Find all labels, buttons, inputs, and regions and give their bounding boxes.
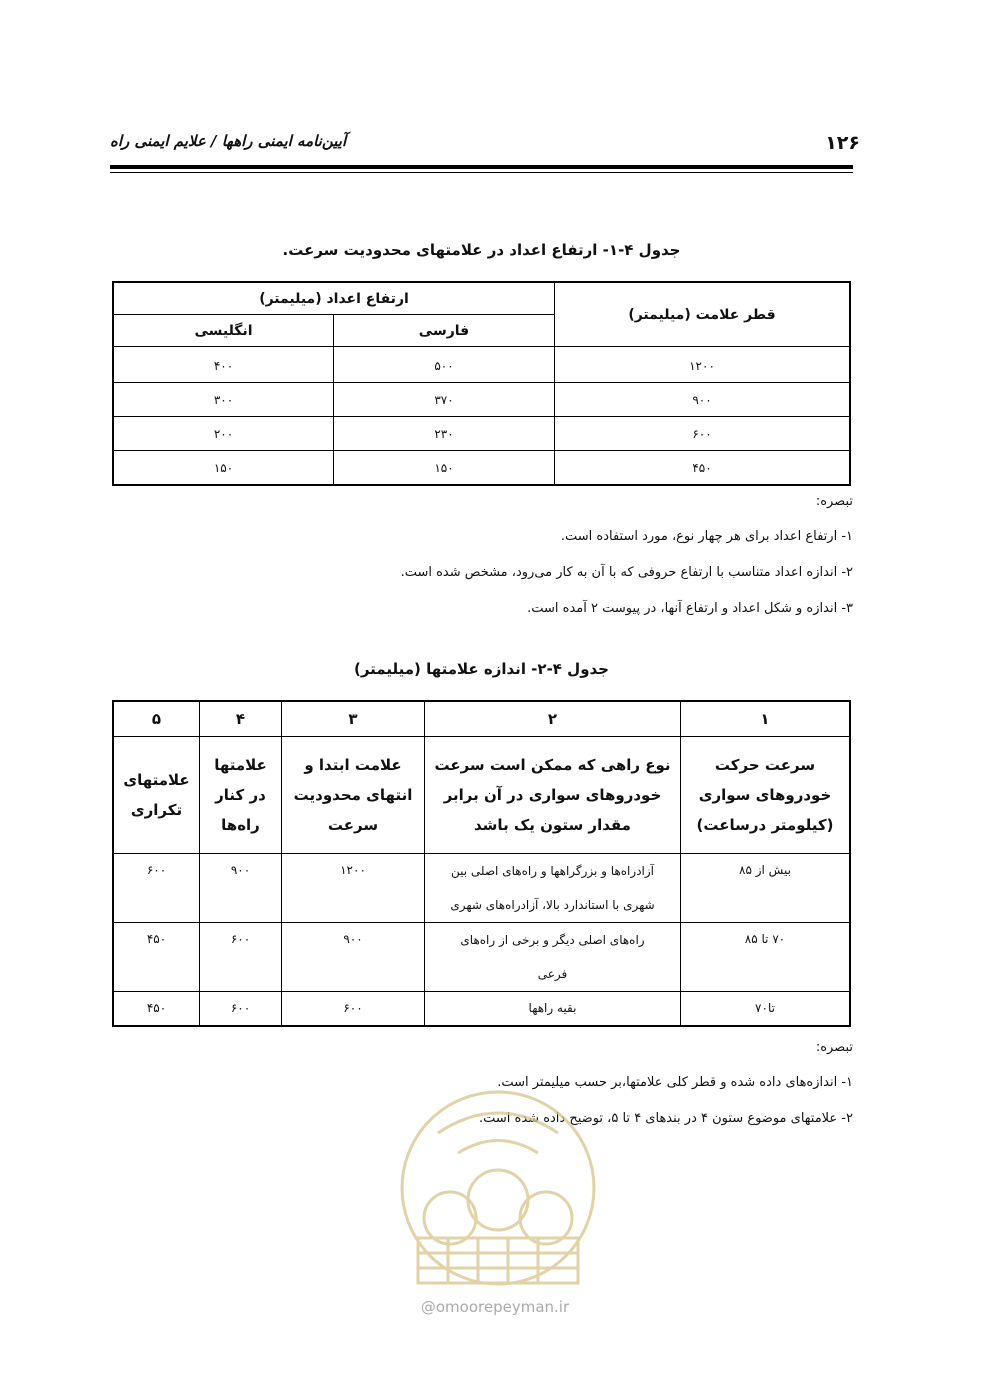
table2-colnum-4: ۴ [200, 701, 282, 737]
table2-header-line: سرعت [327, 816, 379, 834]
notes1-title: تبصره: [815, 494, 853, 509]
table2-cell-repeated: ۴۵۰ [113, 992, 200, 1027]
table2-cell-repeated: ۴۵۰ [113, 923, 200, 992]
table2-header-line: راه‌ها [221, 816, 260, 834]
table2-cell-roadside: ۶۰۰ [200, 923, 282, 992]
table2-cell-start-end: ۶۰۰ [282, 992, 425, 1027]
watermark-url: @omoorepeyman.ir [420, 1298, 570, 1316]
table2-colnum-3: ۳ [282, 701, 425, 737]
table-row [113, 451, 850, 486]
table1-cell-english: ۴۰۰ [113, 347, 334, 383]
table2-header-line: نوع راهی که ممکن است سرعت [434, 756, 671, 774]
notes2-title: تبصره: [815, 1040, 853, 1055]
page-number: ۱۲۶ [825, 132, 860, 154]
table1-cell-diameter: ۴۵۰ [555, 451, 851, 486]
table2-cell-line: شهری با استاندارد بالا، آزادراه‌های شهری [450, 898, 655, 912]
table1-cell-persian: ۵۰۰ [334, 347, 555, 383]
header-rule [110, 165, 853, 169]
table2-header-line: مقدار ستون یک باشد [474, 816, 631, 834]
table2-colnum-5: ۵ [113, 701, 200, 737]
note-item: ۲- علامتهای موضوع ستون ۴ در بندهای ۴ تا ۵، توضیح داده شده است. [479, 1111, 853, 1126]
table2-cell-speed: تا۷۰ [681, 992, 851, 1027]
table1-cell-diameter: ۶۰۰ [555, 417, 851, 451]
table2-header-repeated [113, 737, 200, 854]
table2-cell-road-type [425, 923, 681, 992]
table2-header-line: (کیلومتر درساعت) [696, 816, 834, 834]
table2-header-line: خودروهای سواری [698, 786, 832, 804]
running-title: آیین‌نامه ایمنی راهها / علایم ایمنی راه [110, 132, 347, 150]
table2-header-line: علامت ابتدا و [304, 756, 402, 774]
table2-colnum-2: ۲ [425, 701, 681, 737]
table2-header-line: علامتها [214, 756, 267, 774]
table2-cell-start-end: ۱۲۰۰ [282, 854, 425, 923]
table2-colnum-1: ۱ [681, 701, 851, 737]
table2-sign-sizes [112, 700, 851, 1027]
table2-header-speed [681, 737, 851, 854]
table1-cell-english: ۱۵۰ [113, 451, 334, 486]
table2-header-road-type [425, 737, 681, 854]
table2-cell-repeated: ۶۰۰ [113, 854, 200, 923]
table2-cell-line: آزادراه‌ها و بزرگراهها و راه‌های اصلی بین [450, 864, 654, 878]
table1-cell-english: ۲۰۰ [113, 417, 334, 451]
table2-cell-road-type [425, 854, 681, 923]
table2-header-line: سرعت حرکت [714, 756, 816, 774]
table2-cell-speed: بیش از ۸۵ [681, 854, 851, 923]
table1-header-sign-diameter: قطر علامت (میلیمتر) [555, 282, 851, 347]
table2-cell-line: بقیه راهها [528, 1001, 577, 1015]
table2-header-roadside [200, 737, 282, 854]
table1-header-persian: فارسی [334, 315, 555, 347]
table2-cell-roadside: ۶۰۰ [200, 992, 282, 1027]
table2-cell-road-type [425, 992, 681, 1027]
table2-header-start-end [282, 737, 425, 854]
table-row [113, 854, 850, 923]
table2-cell-line: فرعی [537, 967, 568, 981]
table2-header-line: علامتهای [123, 771, 190, 789]
table2-header-line: در کنار [215, 786, 266, 804]
table1-digit-heights [112, 281, 851, 486]
table-row [113, 347, 850, 383]
table-row [113, 417, 850, 451]
table2-header-line: تکراری [130, 801, 183, 819]
table2-caption: جدول ۴-۲- اندازه علامتها (میلیمتر) [353, 660, 609, 678]
table2-cell-roadside: ۹۰۰ [200, 854, 282, 923]
table2-cell-line: راه‌های اصلی دیگر و برخی از راه‌های [460, 933, 645, 947]
table2-header-line: خودروهای سواری در آن برابر [443, 786, 662, 804]
table1-caption: جدول ۴-۱- ارتفاع اعداد در علامتهای محدودیت سرعت. [282, 241, 681, 259]
table1-header-digit-height: ارتفاع اعداد (میلیمتر) [113, 282, 555, 315]
table1-cell-diameter: ۱۲۰۰ [555, 347, 851, 383]
table1-cell-english: ۳۰۰ [113, 383, 334, 417]
table-row [113, 923, 850, 992]
watermark-seal-icon [388, 1088, 608, 1298]
table1-cell-persian: ۱۵۰ [334, 451, 555, 486]
table2-header-line: انتهای محدودیت [293, 786, 413, 804]
table1-cell-persian: ۳۷۰ [334, 383, 555, 417]
table-row [113, 383, 850, 417]
table1-cell-diameter: ۹۰۰ [555, 383, 851, 417]
table2-cell-start-end: ۹۰۰ [282, 923, 425, 992]
note-item: ۱- ارتفاع اعداد برای هر چهار نوع، مورد استفاده است. [560, 529, 853, 544]
table-row [113, 992, 850, 1027]
table2-cell-speed: ۷۰ تا ۸۵ [681, 923, 851, 992]
note-item: ۱- اندازه‌های داده شده و قطر کلی علامتها،بر حسب میلیمتر است. [497, 1075, 853, 1090]
header-rule-thin [110, 172, 853, 173]
note-item: ۲- اندازه اعداد متناسب با ارتفاع حروفی که با آن به کار می‌رود، مشخص شده است. [400, 565, 853, 580]
table1-cell-persian: ۲۳۰ [334, 417, 555, 451]
note-item: ۳- اندازه و شکل اعداد و ارتفاع آنها، در پیوست ۲ آمده است. [527, 601, 853, 616]
table1-header-english: انگلیسی [113, 315, 334, 347]
